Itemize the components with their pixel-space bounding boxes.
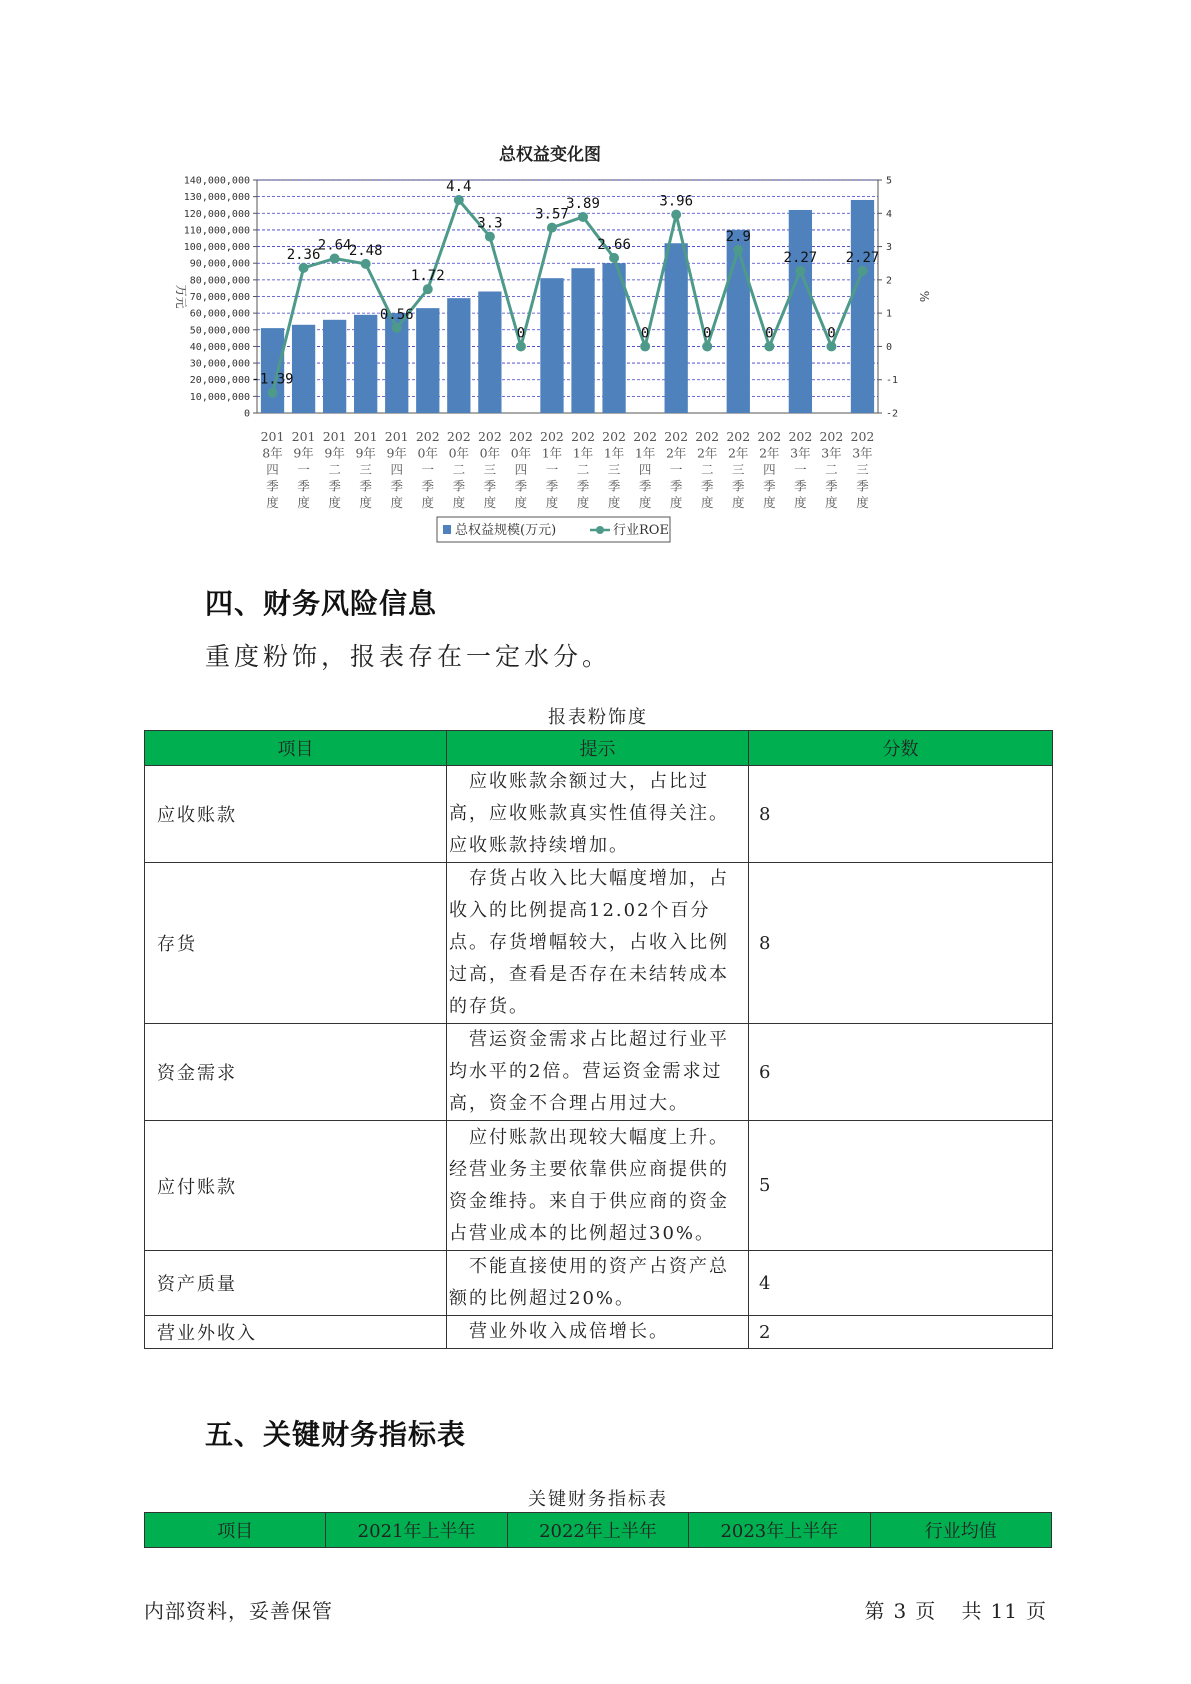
row-score: 8 — [749, 766, 1053, 863]
x-tick-label: 二 — [452, 462, 466, 477]
x-tick-label: 季 — [297, 478, 310, 494]
x-tick-label: 三 — [607, 462, 621, 477]
x-tick-label: 三 — [732, 462, 745, 477]
left-tick-label: 20,000,000 — [189, 375, 250, 387]
x-tick-label: 三 — [856, 462, 869, 477]
x-tick-label: 季 — [856, 478, 869, 494]
roe-point — [454, 195, 464, 205]
bar — [540, 278, 563, 413]
x-tick-label: 度 — [514, 495, 528, 510]
x-tick-label: 季 — [390, 478, 403, 494]
bar — [571, 268, 594, 413]
x-tick-label: 8年 — [262, 445, 283, 461]
roe-data-label: 2.48 — [348, 242, 383, 259]
x-tick-label: 度 — [576, 495, 590, 510]
bar — [447, 298, 470, 413]
bar — [478, 292, 501, 413]
x-tick-label: 3年 — [790, 445, 811, 461]
x-tick-label: 度 — [421, 495, 435, 510]
roe-point — [609, 253, 619, 263]
roe-point — [392, 323, 402, 333]
equity-chart-svg — [150, 135, 950, 595]
page-number: 3 — [893, 1599, 908, 1623]
roe-point — [826, 341, 836, 351]
roe-data-label: 0 — [827, 325, 836, 342]
row-hint: 应收账款余额过大，占比过高，应收账款真实性值得关注。应收账款持续增加。 — [447, 766, 749, 863]
x-tick-label: 0年 — [510, 445, 532, 461]
bar — [665, 243, 688, 413]
x-tick-label: 度 — [266, 495, 279, 510]
risk-table-header — [145, 731, 1053, 766]
equity-chart — [150, 135, 950, 595]
table-row — [145, 1251, 1053, 1316]
x-tick-label: 季 — [514, 478, 528, 494]
left-tick-label: 80,000,000 — [189, 275, 250, 287]
roe-data-label: 3.96 — [659, 193, 694, 210]
table-row — [145, 863, 1053, 1024]
left-tick-label: 30,000,000 — [189, 358, 250, 370]
indicator-table-caption: 关键财务指标表 — [528, 1489, 668, 1510]
x-tick-label: 一 — [421, 462, 435, 477]
x-tick-label: 3年 — [852, 445, 873, 461]
y-axis-label-right: % — [917, 290, 931, 303]
x-tick-label: 二 — [328, 462, 341, 477]
row-score: 5 — [749, 1121, 1053, 1251]
x-tick-label: 度 — [483, 495, 497, 510]
x-tick-label: 201 — [353, 429, 378, 444]
footer-confidential: 内部资料，妥善保管 — [144, 1599, 333, 1623]
roe-data-label: -1.39 — [251, 371, 294, 388]
x-tick-label: 202 — [788, 429, 813, 444]
x-tick-label: 季 — [452, 478, 466, 494]
roe-point — [795, 266, 805, 276]
x-tick-label: 度 — [390, 495, 403, 510]
roe-data-label: 2.27 — [783, 249, 818, 266]
col-header-2023: 2023年上半年 — [689, 1513, 870, 1548]
x-tick-label: 季 — [421, 478, 435, 494]
x-tick-label: 202 — [695, 429, 720, 444]
x-tick-label: 度 — [794, 495, 807, 510]
right-tick-label: 3 — [886, 242, 893, 254]
right-tick-label: 2 — [886, 275, 893, 287]
x-tick-label: 9年 — [293, 445, 314, 461]
row-score: 6 — [749, 1024, 1053, 1121]
x-tick-label: 季 — [483, 478, 497, 494]
x-tick-label: 一 — [669, 462, 683, 477]
chart-title: 总权益变化图 — [499, 145, 601, 165]
roe-point — [268, 388, 278, 398]
col-header-hint: 提示 — [447, 731, 749, 766]
roe-point — [857, 266, 867, 276]
x-tick-label: 1年 — [603, 445, 625, 461]
x-tick-label: 1年 — [634, 445, 656, 461]
row-score: 2 — [749, 1316, 1053, 1349]
roe-data-label: 0 — [516, 325, 526, 342]
col-header-2021: 2021年上半年 — [326, 1513, 507, 1548]
roe-point — [547, 223, 557, 233]
x-tick-label: 一 — [297, 462, 310, 477]
x-tick-label: 1年 — [572, 445, 594, 461]
y-axis-label-left: 万元 — [174, 284, 188, 309]
roe-data-label: 0 — [703, 325, 712, 342]
x-tick-label: 度 — [638, 495, 652, 510]
col-header-industry-avg: 行业均值 — [870, 1513, 1051, 1548]
legend-label-roe: 行业ROE — [613, 523, 669, 538]
row-item: 资产质量 — [145, 1251, 447, 1316]
x-tick-label: 季 — [794, 478, 807, 494]
x-tick-label: 9年 — [355, 445, 376, 461]
row-hint: 营运资金需求占比超过行业平均水平的2倍。营运资金需求过高，资金不合理占用过大。 — [447, 1024, 749, 1121]
x-tick-label: 3年 — [821, 445, 842, 461]
x-tick-label: 9年 — [386, 445, 407, 461]
bar — [602, 263, 625, 413]
legend-bar-swatch — [443, 525, 451, 534]
row-hint: 应付账款出现较大幅度上升。经营业务主要依靠供应商提供的资金维持。来自于供应商的资金占营业成本的比例超过30%。 — [447, 1121, 749, 1251]
total-word: 页 — [1026, 1599, 1047, 1623]
x-tick-label: 2年 — [665, 445, 687, 461]
x-tick-label: 0年 — [479, 445, 501, 461]
row-item: 营业外收入 — [145, 1316, 447, 1349]
section-heading-risk: 四、财务风险信息 — [205, 587, 438, 620]
x-tick-label: 度 — [825, 495, 838, 510]
x-tick-label: 202 — [664, 429, 689, 444]
x-tick-label: 202 — [477, 429, 502, 444]
bar — [261, 328, 284, 413]
roe-data-label: 2.66 — [597, 236, 631, 253]
footer-page-info — [860, 1595, 1051, 1624]
x-tick-label: 1年 — [541, 445, 563, 461]
x-tick-label: 季 — [638, 478, 652, 494]
x-tick-label: 2年 — [728, 445, 749, 461]
x-tick-label: 202 — [415, 429, 440, 444]
left-tick-label: 140,000,000 — [183, 175, 250, 187]
legend-label-equity: 总权益规模(万元) — [455, 523, 557, 538]
roe-data-label: 2.27 — [845, 249, 880, 266]
col-header-item: 项目 — [145, 1513, 326, 1548]
row-score: 4 — [749, 1251, 1053, 1316]
x-tick-label: 二 — [825, 462, 838, 477]
bar — [789, 210, 812, 413]
x-tick-label: 二 — [576, 462, 590, 477]
x-tick-label: 季 — [576, 478, 590, 494]
page-word: 页 — [915, 1599, 937, 1623]
x-tick-label: 季 — [700, 478, 714, 494]
indicator-table-header — [145, 1513, 1052, 1548]
right-tick-label: 1 — [886, 308, 893, 320]
row-hint: 不能直接使用的资产占资产总额的比例超过20%。 — [447, 1251, 749, 1316]
bar — [292, 325, 315, 413]
x-tick-label: 度 — [856, 495, 869, 510]
roe-point — [485, 232, 495, 242]
roe-point — [299, 263, 309, 273]
x-tick-label: 季 — [732, 478, 745, 494]
roe-data-label: 3.3 — [477, 215, 503, 232]
x-tick-label: 一 — [794, 462, 807, 477]
x-tick-label: 三 — [359, 462, 372, 477]
x-tick-label: 202 — [726, 429, 751, 444]
table-row — [145, 1024, 1053, 1121]
roe-point — [330, 254, 340, 264]
row-hint: 营业外收入成倍增长。 — [447, 1316, 749, 1349]
x-tick-label: 201 — [260, 429, 285, 444]
table-row — [145, 1316, 1053, 1349]
bar — [851, 200, 874, 413]
x-tick-label: 201 — [291, 429, 316, 444]
roe-point — [733, 245, 743, 255]
roe-point — [423, 284, 433, 294]
x-tick-label: 季 — [359, 478, 372, 494]
page-prefix: 第 — [864, 1599, 886, 1623]
left-tick-label: 0 — [243, 408, 250, 420]
left-tick-label: 50,000,000 — [189, 325, 250, 337]
x-tick-label: 四 — [763, 462, 776, 477]
row-item: 应付账款 — [145, 1121, 447, 1251]
roe-data-label: 2.36 — [286, 246, 321, 263]
row-item: 资金需求 — [145, 1024, 447, 1121]
x-tick-label: 度 — [763, 495, 776, 510]
roe-data-label: 1.72 — [410, 268, 445, 285]
bar — [416, 308, 439, 413]
x-tick-label: 四 — [266, 462, 279, 477]
roe-data-label: 2.9 — [725, 228, 751, 245]
risk-table — [144, 730, 1053, 1349]
left-tick-label: 70,000,000 — [189, 292, 250, 303]
row-item: 存货 — [145, 863, 447, 1024]
col-header-2022: 2022年上半年 — [507, 1513, 688, 1548]
table-row — [145, 766, 1053, 863]
roe-data-label: 3.89 — [566, 195, 600, 212]
x-tick-label: 度 — [700, 495, 714, 510]
left-tick-label: 60,000,000 — [189, 308, 250, 320]
col-header-item: 项目 — [145, 731, 447, 766]
x-tick-label: 三 — [483, 462, 497, 477]
x-tick-label: 四 — [390, 462, 403, 477]
right-tick-label: 4 — [886, 208, 893, 220]
x-tick-label: 202 — [633, 429, 658, 444]
left-tick-label: 40,000,000 — [189, 341, 250, 353]
bar — [727, 230, 750, 413]
x-tick-label: 度 — [732, 495, 745, 510]
legend-line-marker — [596, 526, 604, 534]
roe-data-label: 3.57 — [535, 206, 569, 223]
x-tick-label: 季 — [328, 478, 341, 494]
x-tick-label: 度 — [452, 495, 466, 510]
x-tick-label: 季 — [545, 478, 559, 494]
x-tick-label: 202 — [819, 429, 844, 444]
total-prefix: 共 — [961, 1599, 983, 1623]
x-tick-label: 度 — [545, 495, 559, 510]
x-tick-label: 202 — [850, 429, 875, 444]
right-tick-label: 5 — [886, 175, 893, 187]
bar — [323, 320, 346, 413]
roe-point — [516, 341, 526, 351]
x-tick-label: 202 — [571, 429, 595, 444]
roe-data-label: 0 — [640, 325, 650, 342]
right-tick-label: -2 — [886, 408, 899, 420]
x-tick-label: 202 — [757, 429, 782, 444]
risk-table-caption: 报表粉饰度 — [548, 707, 648, 728]
risk-summary: 重度粉饰，报表存在一定水分。 — [205, 642, 612, 671]
x-tick-label: 度 — [607, 495, 621, 510]
roe-point — [361, 259, 371, 269]
left-tick-label: 100,000,000 — [183, 242, 250, 254]
x-tick-label: 度 — [359, 495, 372, 510]
x-tick-label: 201 — [322, 429, 347, 444]
x-tick-label: 季 — [825, 478, 838, 494]
x-tick-label: 二 — [700, 462, 714, 477]
x-tick-label: 9年 — [324, 445, 345, 461]
roe-point — [640, 341, 650, 351]
left-tick-label: 90,000,000 — [189, 258, 250, 270]
indicator-table — [144, 1512, 1052, 1548]
x-tick-label: 度 — [297, 495, 310, 510]
x-tick-label: 2年 — [696, 445, 718, 461]
x-tick-label: 202 — [508, 429, 533, 444]
x-tick-label: 季 — [266, 478, 279, 494]
total-pages: 11 — [990, 1599, 1018, 1623]
x-tick-label: 202 — [446, 429, 471, 444]
col-header-score: 分数 — [749, 731, 1053, 766]
x-tick-label: 2年 — [759, 445, 780, 461]
x-tick-label: 度 — [669, 495, 683, 510]
x-tick-label: 202 — [540, 429, 564, 444]
x-tick-label: 一 — [545, 462, 559, 477]
left-tick-label: 10,000,000 — [189, 391, 250, 403]
roe-point — [702, 341, 712, 351]
row-score: 8 — [749, 863, 1053, 1024]
x-tick-label: 季 — [607, 478, 621, 494]
roe-data-label: 0.56 — [379, 306, 414, 323]
x-tick-label: 0年 — [448, 445, 470, 461]
roe-point — [764, 341, 774, 351]
roe-point — [671, 210, 681, 220]
left-tick-label: 120,000,000 — [183, 208, 250, 220]
x-tick-label: 202 — [602, 429, 627, 444]
bar — [354, 315, 377, 413]
roe-data-label: 4.4 — [446, 178, 472, 195]
section-heading-indicators: 五、关键财务指标表 — [205, 1418, 467, 1451]
x-tick-label: 季 — [763, 478, 776, 494]
table-row — [145, 1121, 1053, 1251]
roe-data-label: 0 — [765, 325, 774, 342]
row-hint: 存货占收入比大幅度增加，占收入的比例提高12.02个百分点。存货增幅较大，占收入比例过高，查看是否存在未结转成本的存货。 — [447, 863, 749, 1024]
row-item: 应收账款 — [145, 766, 447, 863]
x-tick-label: 季 — [669, 478, 683, 494]
x-tick-label: 四 — [514, 462, 528, 477]
x-tick-label: 0年 — [417, 445, 439, 461]
x-tick-label: 度 — [328, 495, 341, 510]
left-tick-label: 130,000,000 — [183, 192, 250, 204]
roe-point — [578, 212, 588, 222]
right-tick-label: 0 — [886, 341, 893, 353]
x-tick-label: 四 — [638, 462, 652, 477]
roe-data-label: 2.64 — [317, 237, 352, 254]
x-tick-label: 201 — [384, 429, 409, 444]
left-tick-label: 110,000,000 — [183, 225, 250, 237]
right-tick-label: -1 — [886, 375, 899, 387]
